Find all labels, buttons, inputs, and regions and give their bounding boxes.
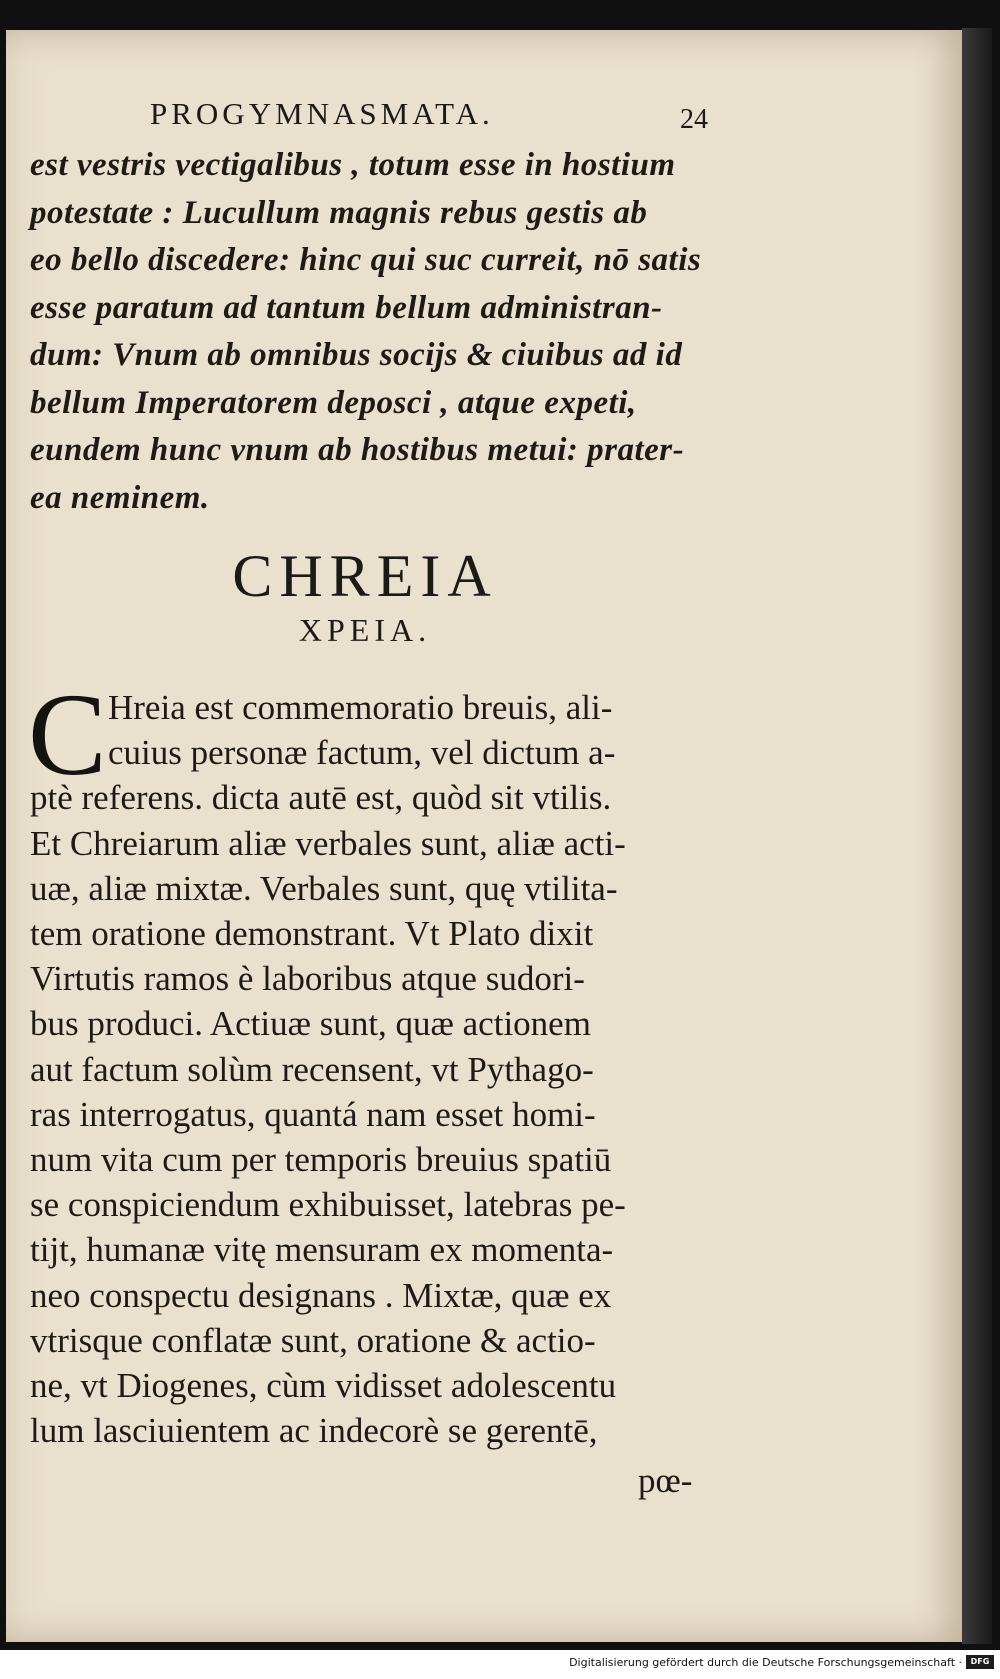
body-line: ras interrogatus, quantá nam esset homi- [30,1094,596,1134]
dfg-logo: DFG [966,1655,994,1669]
section-subtitle-greek: ΧΡΕΙΑ. [298,612,432,648]
section-title: CHREIA [232,543,498,609]
italic-paragraph [30,142,720,522]
body-line: tem oratione demonstrant. Vt Plato dixit [30,914,594,954]
italic-line: eundem hunc vnum ab hostibus metui: prater- [30,432,685,468]
italic-line: ea neminem. [30,479,210,516]
catchword: pœ- [638,1461,693,1500]
body-paragraph [30,685,720,1453]
body-line: uæ, aliæ mixtæ. Verbales sunt, quę vtilita- [30,868,618,908]
running-head: PROGYMNASMATA. [150,96,494,131]
body-line: tijt, humanæ vitę mensuram ex momenta- [30,1230,614,1270]
body-line: lum lasciuientem ac indecorè se gerentē, [30,1411,598,1451]
italic-line: eo bello discedere: hinc qui suc curreit, nō satis [30,242,702,278]
italic-line: bellum Imperatorem deposci , atque expeti, [30,384,637,421]
body-line: bus produci. Actiuæ sunt, quæ actionem [30,1004,591,1044]
italic-line: dum: Vnum ab omnibus socijs & ciuibus ad id [30,337,683,373]
body-line: ptè referens. dicta autē est, quòd sit vtilis. [30,778,612,818]
body-line: neo conspectu designans . Mixtæ, quæ ex [30,1275,612,1315]
italic-line: est vestris vectigalibus , totum esse in hostium [30,147,676,183]
page-edge [962,28,992,1644]
italic-line: esse paratum ad tantum bellum administran- [30,289,663,326]
body-line: cuius personæ factum, vel dictum a- [108,733,616,773]
italic-line: potestate : Lucullum magnis rebus gestis ab [30,194,648,231]
body-line: num vita cum per temporis breuius spatiū [30,1140,612,1180]
body-line: Hreia est commemoratio breuis, ali- [108,688,613,727]
body-line: Virtutis ramos è laboribus atque sudori- [30,959,585,999]
digitization-credit: Digitalisierung gefördert durch die Deutsche Forschungsgemeinschaft · [569,1656,962,1669]
page-number: 24 [680,104,708,135]
drop-capital: C [28,669,107,800]
body-line: se conspiciendum exhibuisset, latebras pe- [30,1185,626,1225]
body-line: vtrisque conflatæ sunt, oratione & actio- [30,1320,596,1360]
body-line: aut factum solùm recensent, vt Pythago- [30,1049,594,1089]
body-line: ne, vt Diogenes, cùm vidisset adolescentu [30,1366,617,1406]
body-line: Et Chreiarum aliæ verbales sunt, aliæ acti- [30,823,626,863]
